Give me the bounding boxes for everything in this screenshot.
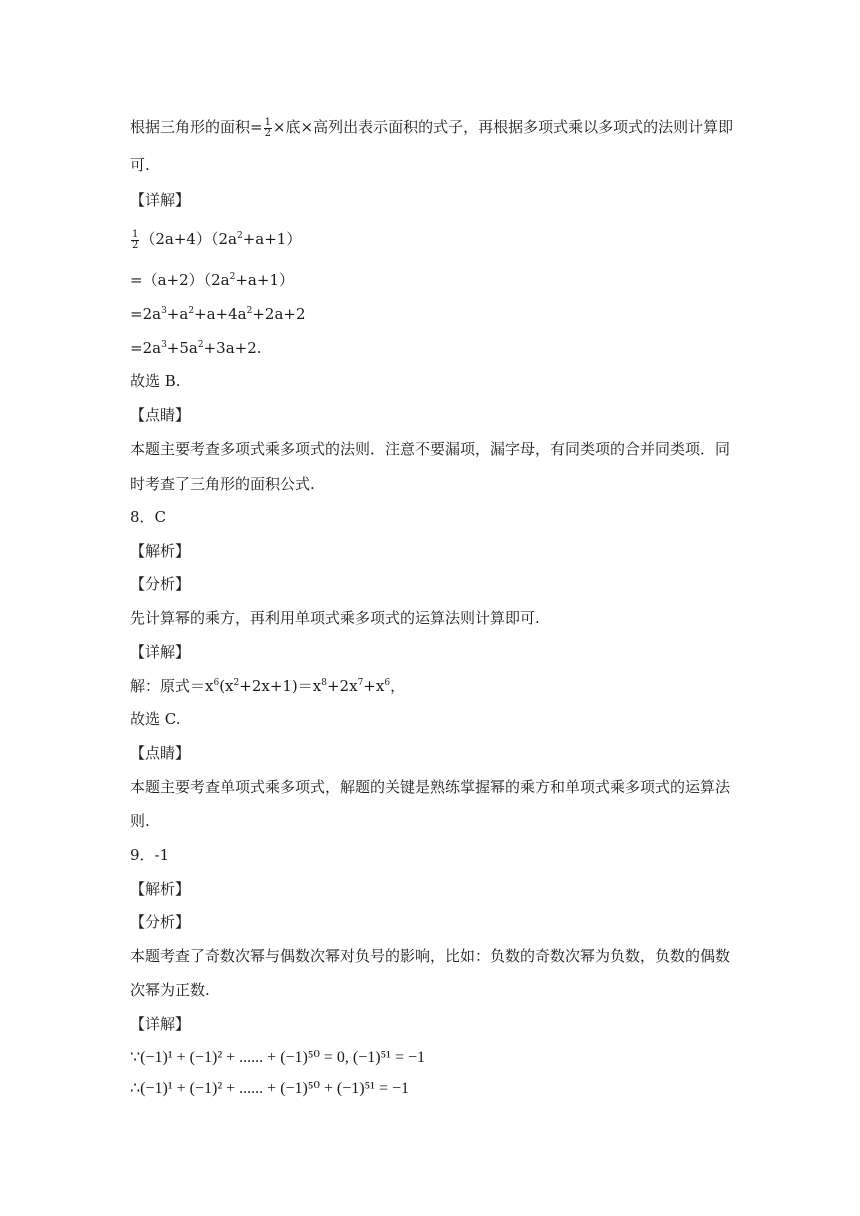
text: +a+1） <box>235 271 294 289</box>
text-line: 本题主要考查单项式乘多项式，解题的关键是熟练掌握幂的乘方和单项式乘多项式的运算法 <box>130 778 731 796</box>
text: ， <box>390 677 406 695</box>
text: +a+4a <box>194 305 247 323</box>
superscript: 6 <box>213 678 220 688</box>
superscript: 2 <box>229 272 236 282</box>
section-heading: 【详解】 <box>130 643 191 661</box>
section-heading: 【详解】 <box>130 191 191 209</box>
text-line: 故选 C. <box>130 710 181 728</box>
fraction <box>131 230 139 251</box>
math-formula-because: ∵(−1)¹ + (−1)² + ...... + (−1)⁵⁰ = 0, (−1)⁵¹ = −1 <box>130 1049 425 1066</box>
text-line: 本题主要考查多项式乘多项式的法则．注意不要漏项，漏字母，有同类项的合并同类项．同 <box>130 440 731 458</box>
fraction-denominator: 2 <box>264 127 271 139</box>
superscript: 6 <box>384 678 391 688</box>
superscript: 2 <box>246 306 253 316</box>
text: +a+1） <box>242 230 302 248</box>
text: +5a <box>166 339 198 357</box>
section-heading: 【分析】 <box>130 575 191 593</box>
text-line: 次幂为正数. <box>130 981 210 999</box>
equation-line <box>130 676 405 696</box>
text: (x <box>219 677 234 695</box>
fraction-denominator: 2 <box>132 239 139 251</box>
text: +3a+2. <box>203 339 262 357</box>
superscript: 2 <box>233 678 240 688</box>
text-line: 时考查了三角形的面积公式. <box>130 475 315 493</box>
text: ×底×高列出表示面积的式子，再根据多项式乘以多项式的法则计算即 <box>272 118 734 136</box>
text: +x <box>363 677 385 695</box>
math-formula-therefore: ∴(−1)¹ + (−1)² + ...... + (−1)⁵⁰ + (−1)⁵¹ = −1 <box>130 1080 409 1097</box>
text: 根据三角形的面积= <box>130 118 263 136</box>
fraction-numerator: 1 <box>132 228 139 240</box>
text: （2a+4）（2a <box>140 230 237 248</box>
text: =（a+2）（2a <box>130 271 230 289</box>
equation-line <box>130 338 262 358</box>
answer-number: 9．-1 <box>130 846 170 864</box>
superscript: 3 <box>161 306 167 316</box>
equation-line <box>130 304 306 324</box>
text: +2a+2 <box>252 305 306 323</box>
text-line: 先计算幂的乘方，再利用单项式乘多项式的运算法则计算即可. <box>130 609 540 627</box>
text-line: 本题考查了奇数次幂与偶数次幂对负号的影响，比如：负数的奇数次幂为负数，负数的偶数 <box>130 947 731 965</box>
superscript: 7 <box>357 678 364 688</box>
equation-line <box>130 229 301 251</box>
section-heading: 【详解】 <box>130 1015 191 1033</box>
text-line: 故选 B. <box>130 372 181 390</box>
fraction-numerator: 1 <box>264 116 271 128</box>
superscript: 2 <box>236 231 243 241</box>
superscript: 3 <box>161 340 167 350</box>
section-heading: 【解析】 <box>130 542 191 560</box>
text: +a <box>166 305 189 323</box>
equation-line <box>130 270 294 290</box>
text-line: 可. <box>130 156 150 174</box>
section-heading: 【解析】 <box>130 880 191 898</box>
superscript: 2 <box>188 306 195 316</box>
section-heading: 【分析】 <box>130 913 191 931</box>
section-heading: 【点睛】 <box>130 406 191 424</box>
fraction <box>264 118 272 139</box>
superscript: 2 <box>197 340 204 350</box>
superscript: 8 <box>321 678 327 688</box>
section-heading: 【点睛】 <box>130 744 191 762</box>
text: =2a <box>130 339 162 357</box>
text: +2x+1)＝x <box>239 677 322 695</box>
answer-number: 8．C <box>130 508 167 526</box>
text-line: 则. <box>130 812 150 830</box>
text: 解：原式＝x <box>130 677 214 695</box>
text: +2x <box>326 677 358 695</box>
text: =2a <box>130 305 162 323</box>
text-line <box>130 117 733 139</box>
